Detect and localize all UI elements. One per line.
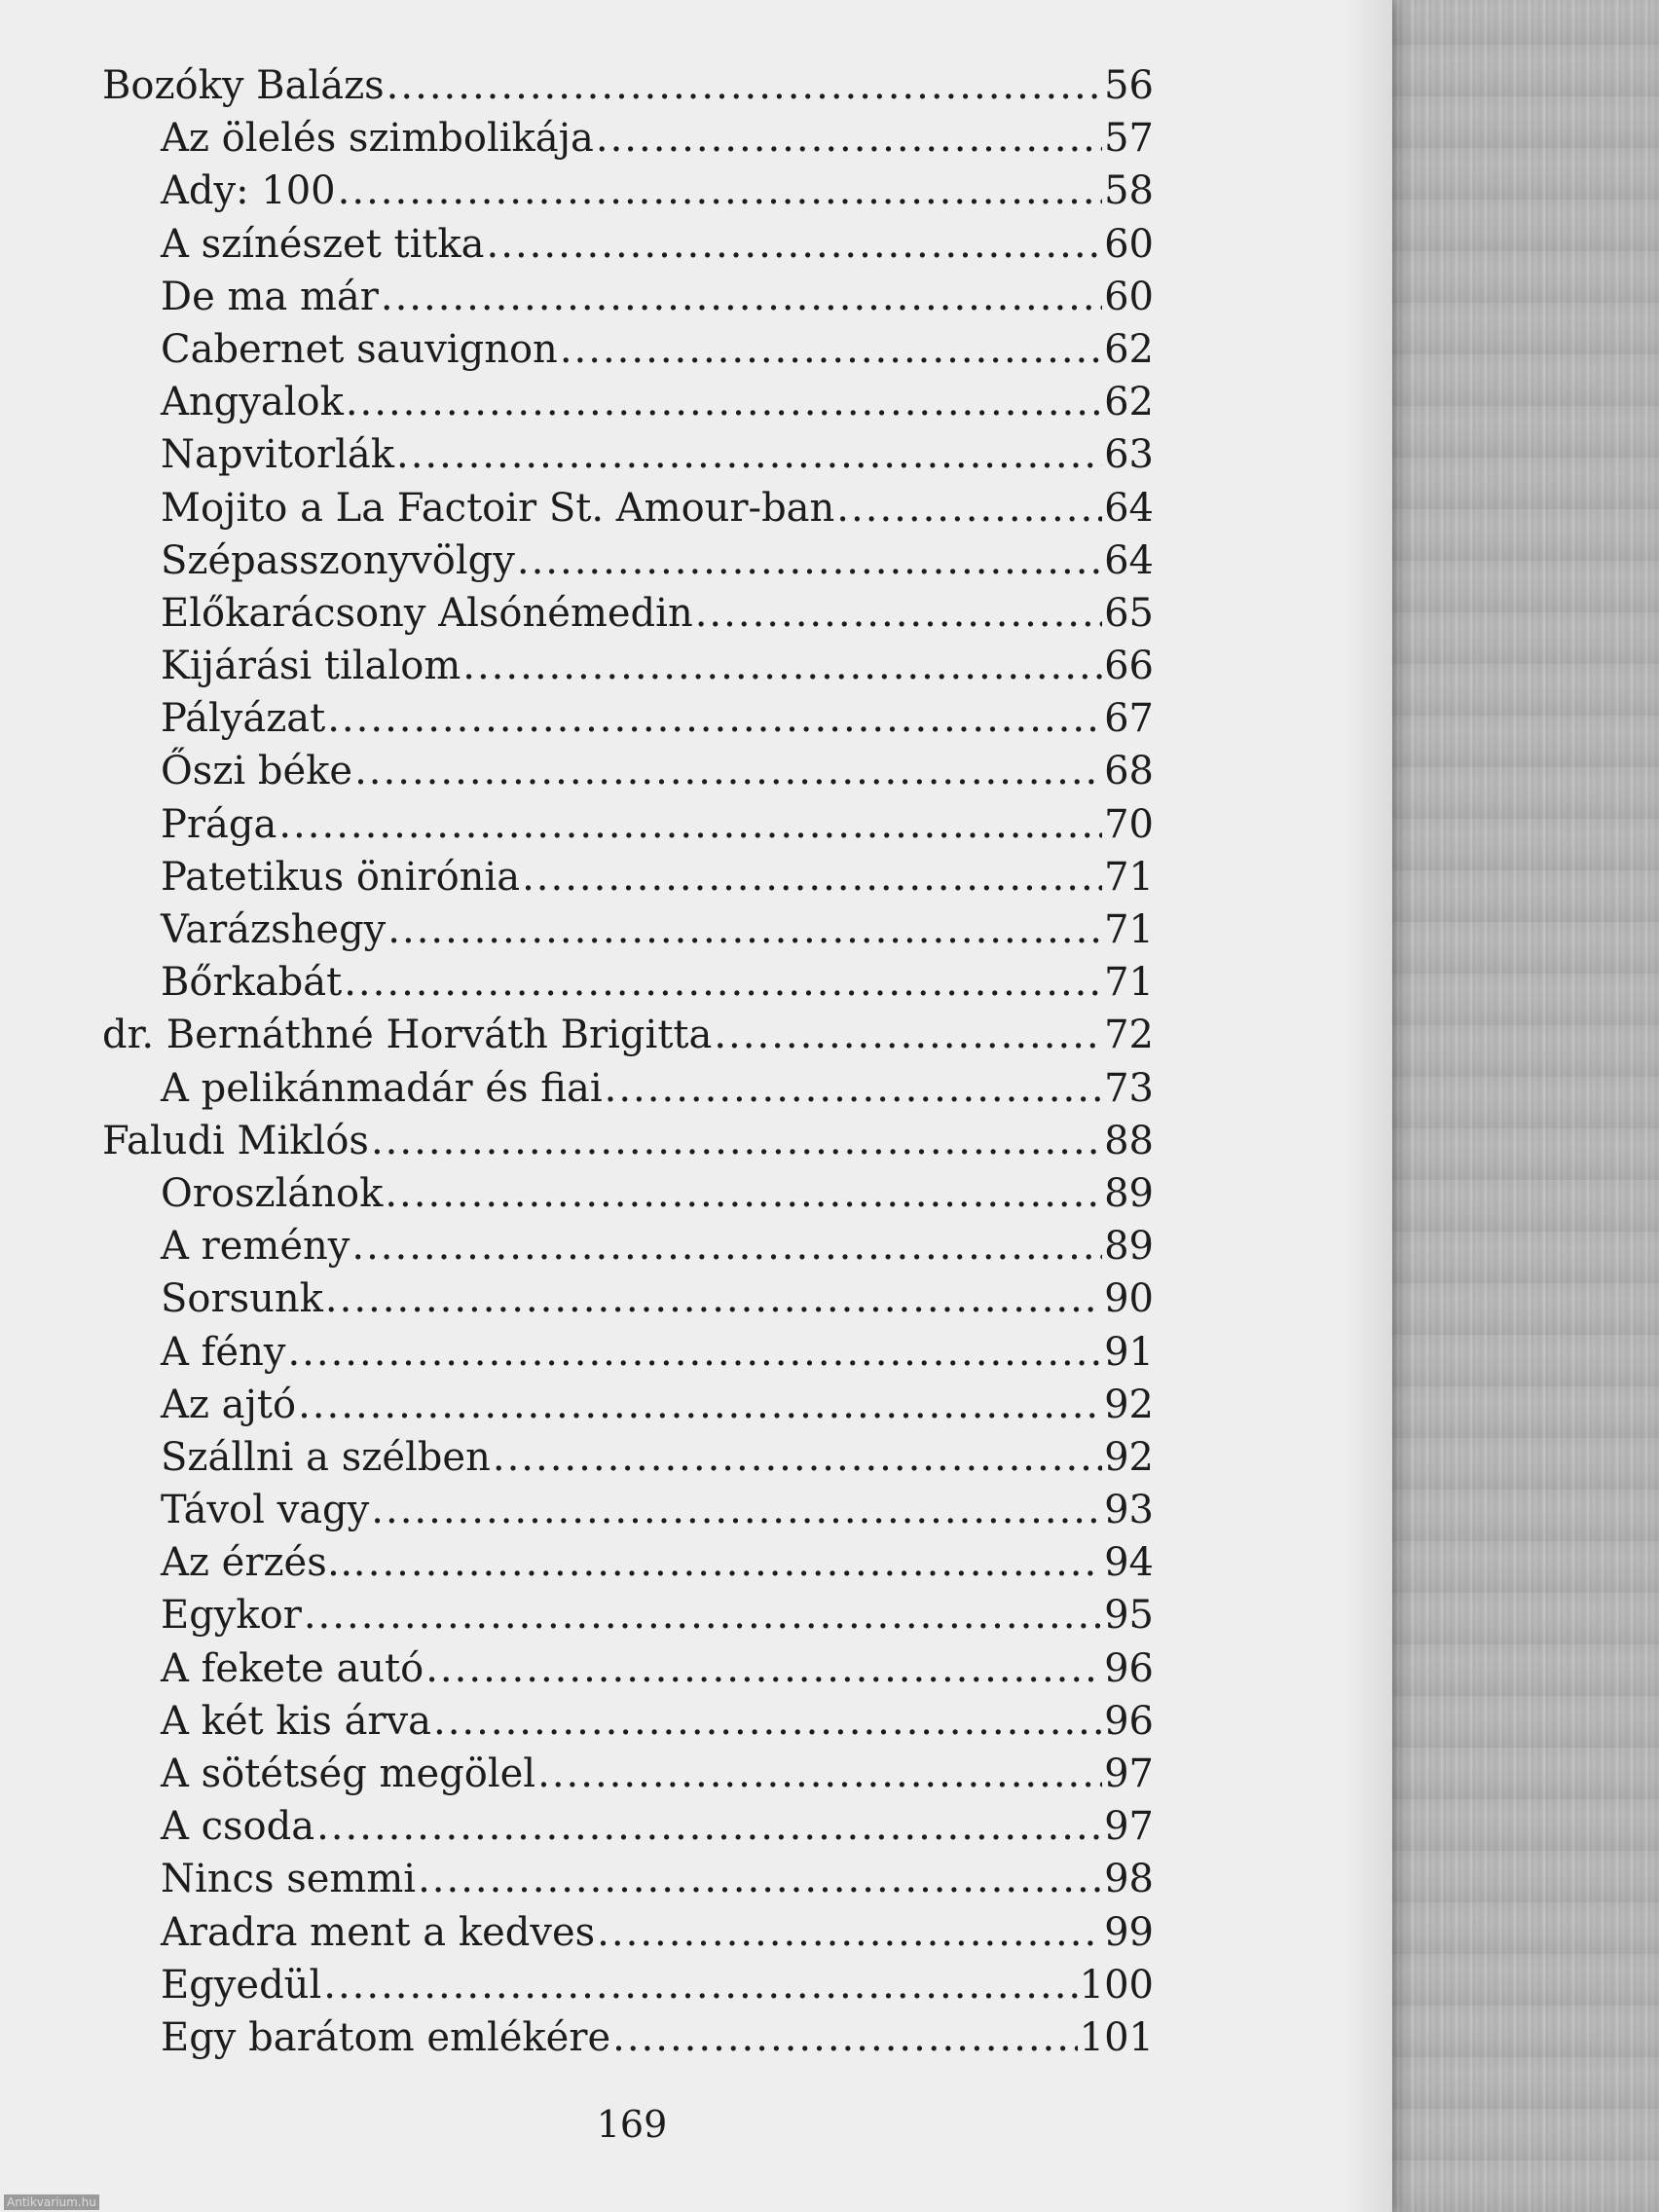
toc-entry-title: A fekete autó	[161, 1645, 424, 1691]
toc-entry-title: dr. Bernáthné Horváth Brigitta	[102, 1013, 713, 1058]
toc-dot-leader	[425, 1642, 1102, 1695]
toc-entry-title: Egykor	[161, 1593, 302, 1639]
toc-dot-leader	[387, 903, 1102, 956]
toc-dot-leader	[836, 482, 1102, 535]
toc-entry-title: Mojito a La Factoir St. Amour-ban	[161, 485, 835, 531]
toc-entry-page: 67	[1104, 696, 1154, 742]
toc-dot-leader	[323, 1959, 1077, 2011]
toc-dot-leader	[278, 798, 1102, 851]
toc-title-entry	[102, 1642, 1154, 1695]
toc-entry-title: Nincs semmi	[161, 1857, 417, 1902]
toc-title-entry	[102, 956, 1154, 1009]
toc-entry-page: 60	[1104, 274, 1154, 319]
toc-entry-title: Az ajtó	[161, 1382, 297, 1427]
toc-entry-title: Varázshegy	[161, 907, 387, 952]
toc-entry-title: Angyalok	[161, 380, 344, 425]
toc-entry-title: Faludi Miklós	[102, 1118, 369, 1163]
toc-entry-page: 58	[1104, 168, 1154, 214]
toc-entry-page: 66	[1104, 644, 1154, 689]
toc-entry-title: A remény	[161, 1224, 350, 1270]
toc-title-entry	[102, 587, 1154, 640]
toc-dot-leader	[287, 1326, 1102, 1379]
toc-entry-page: 71	[1104, 854, 1154, 900]
toc-entry-title: Távol vagy	[161, 1488, 370, 1533]
toc-title-entry	[102, 2011, 1154, 2064]
toc-entry-page: 97	[1104, 1751, 1154, 1796]
toc-dot-leader	[560, 323, 1102, 376]
toc-title-entry	[102, 1326, 1154, 1379]
toc-title-entry	[102, 1853, 1154, 1905]
toc-dot-leader	[597, 1906, 1102, 1959]
toc-dot-leader	[605, 1062, 1102, 1115]
toc-entry-title: Egyedül	[161, 1962, 322, 2008]
page-number: 169	[596, 2103, 668, 2146]
toc-title-entry	[102, 1906, 1154, 1959]
toc-title-entry	[102, 218, 1154, 271]
toc-entry-page: 88	[1104, 1118, 1154, 1163]
toc-entry-page: 92	[1104, 1434, 1154, 1480]
toc-entry-page: 90	[1104, 1276, 1154, 1322]
toc-author-entry	[102, 59, 1154, 112]
toc-dot-leader	[325, 1272, 1102, 1325]
toc-entry-title: Prága	[161, 801, 277, 847]
toc-entry-page: 95	[1104, 1593, 1154, 1639]
toc-entry-title: A színészet titka	[161, 221, 485, 267]
toc-entry-title: A fény	[161, 1329, 286, 1375]
toc-dot-leader	[381, 271, 1102, 323]
toc-entry-page: 72	[1104, 1013, 1154, 1058]
toc-title-entry	[102, 1589, 1154, 1641]
toc-dot-leader	[522, 851, 1102, 903]
toc-entry-page: 99	[1104, 1909, 1154, 1955]
toc-entry-page: 94	[1104, 1540, 1154, 1586]
toc-entry-title: De ma már	[161, 274, 379, 319]
toc-dot-leader	[487, 218, 1103, 271]
toc-title-entry	[102, 1959, 1154, 2011]
toc-entry-page: 60	[1104, 221, 1154, 267]
toc-entry-page: 70	[1104, 801, 1154, 847]
toc-entry-page: 96	[1104, 1698, 1154, 1744]
toc-entry-title: Ady: 100	[161, 168, 336, 214]
toc-entry-title: Őszi béke	[161, 749, 353, 794]
toc-entry-title: A két kis árva	[161, 1698, 431, 1744]
toc-title-entry	[102, 1379, 1154, 1431]
toc-dot-leader	[354, 745, 1102, 797]
toc-entry-page: 89	[1104, 1170, 1154, 1216]
toc-dot-leader	[462, 640, 1102, 692]
toc-entry-page: 65	[1104, 590, 1154, 636]
toc-entry-page: 89	[1104, 1224, 1154, 1270]
toc-title-entry	[102, 165, 1154, 217]
toc-entry-page: 57	[1104, 116, 1154, 162]
toc-title-entry	[102, 271, 1154, 323]
toc-entry-page: 93	[1104, 1488, 1154, 1533]
toc-entry-title: Az érzés…	[161, 1540, 366, 1586]
toc-dot-leader	[316, 1800, 1102, 1853]
toc-entry-page: 100	[1079, 1962, 1154, 2008]
toc-dot-leader	[351, 1220, 1102, 1272]
toc-dot-leader	[327, 692, 1102, 745]
watermark-text: Antikvarium.hu	[4, 2194, 99, 2210]
toc-dot-leader	[537, 1748, 1102, 1800]
toc-dot-leader	[368, 1536, 1102, 1589]
toc-title-entry	[102, 903, 1154, 956]
toc-entry-page: 96	[1104, 1645, 1154, 1691]
toc-title-entry	[102, 692, 1154, 745]
toc-entry-page: 63	[1104, 432, 1154, 478]
toc-entry-page: 68	[1104, 749, 1154, 794]
toc-entry-title: Előkarácsony Alsónémedin	[161, 590, 693, 636]
toc-dot-leader	[385, 1167, 1102, 1220]
toc-title-entry	[102, 1695, 1154, 1748]
toc-entry-title: Oroszlánok	[161, 1170, 384, 1216]
toc-entry-title: Bozóky Balázs	[102, 63, 385, 108]
toc-title-entry	[102, 482, 1154, 535]
toc-title-entry	[102, 1220, 1154, 1272]
toc-entry-page: 91	[1104, 1329, 1154, 1375]
toc-entry-title: Szépasszonyvölgy	[161, 537, 515, 583]
toc-dot-leader	[612, 2011, 1078, 2064]
toc-title-entry	[102, 798, 1154, 851]
toc-entry-title: Pályázat	[161, 696, 326, 742]
toc-dot-leader	[344, 956, 1102, 1009]
toc-title-entry	[102, 1272, 1154, 1325]
toc-entry-page: 98	[1104, 1857, 1154, 1902]
toc-dot-leader	[433, 1695, 1102, 1748]
toc-title-entry	[102, 851, 1154, 903]
toc-entry-title: A sötétség megölel	[161, 1751, 536, 1796]
toc-dot-leader	[298, 1379, 1102, 1431]
toc-dot-leader	[418, 1853, 1102, 1905]
toc-entry-title: Aradra ment a kedves	[161, 1909, 596, 1955]
toc-title-entry	[102, 1748, 1154, 1800]
toc-title-entry	[102, 640, 1154, 692]
table-of-contents	[102, 59, 1154, 2064]
toc-entry-page: 101	[1079, 2014, 1154, 2060]
toc-entry-title: Az ölelés szimbolikája	[161, 116, 594, 162]
toc-dot-leader	[517, 535, 1102, 587]
toc-entry-page: 62	[1104, 380, 1154, 425]
toc-title-entry	[102, 1062, 1154, 1115]
toc-dot-leader	[346, 376, 1102, 428]
toc-dot-leader	[387, 59, 1102, 112]
toc-title-entry	[102, 1800, 1154, 1853]
toc-entry-title: Szállni a szélben	[161, 1434, 491, 1480]
toc-entry-page: 92	[1104, 1382, 1154, 1427]
toc-title-entry	[102, 1431, 1154, 1484]
page-edge-shadow	[1344, 0, 1392, 2212]
toc-entry-page: 97	[1104, 1804, 1154, 1850]
toc-entry-page: 56	[1104, 63, 1154, 108]
toc-entry-page: 64	[1104, 537, 1154, 583]
toc-entry-page: 71	[1104, 960, 1154, 1006]
toc-dot-leader	[695, 587, 1102, 640]
toc-title-entry	[102, 1536, 1154, 1589]
toc-title-entry	[102, 1484, 1154, 1536]
toc-entry-title: Bőrkabát	[161, 960, 343, 1006]
toc-title-entry	[102, 323, 1154, 376]
toc-dot-leader	[596, 112, 1102, 165]
toc-entry-title: A pelikánmadár és fiai	[161, 1065, 603, 1111]
toc-entry-title: Egy barátom emlékére	[161, 2014, 611, 2060]
toc-author-entry	[102, 1115, 1154, 1167]
toc-entry-page: 71	[1104, 907, 1154, 952]
toc-entry-title: Kijárási tilalom	[161, 644, 461, 689]
toc-entry-page: 64	[1104, 485, 1154, 531]
toc-entry-title: Napvitorlák	[161, 432, 394, 478]
toc-dot-leader	[371, 1115, 1102, 1167]
toc-entry-page: 62	[1104, 326, 1154, 372]
toc-entry-page: 73	[1104, 1065, 1154, 1111]
toc-entry-title: Patetikus önirónia	[161, 854, 521, 900]
toc-dot-leader	[396, 428, 1102, 481]
toc-title-entry	[102, 745, 1154, 797]
toc-author-entry	[102, 1009, 1154, 1061]
toc-dot-leader	[304, 1589, 1102, 1641]
toc-dot-leader	[493, 1431, 1102, 1484]
toc-dot-leader	[338, 165, 1102, 217]
toc-title-entry	[102, 376, 1154, 428]
toc-dot-leader	[371, 1484, 1102, 1536]
toc-title-entry	[102, 428, 1154, 481]
background-surface	[1382, 0, 1659, 2212]
toc-entry-title: A csoda	[161, 1804, 315, 1850]
toc-dot-leader	[714, 1009, 1102, 1061]
toc-title-entry	[102, 535, 1154, 587]
toc-title-entry	[102, 1167, 1154, 1220]
toc-entry-title: Sorsunk	[161, 1276, 323, 1322]
toc-entry-title: Cabernet sauvignon	[161, 326, 558, 372]
toc-title-entry	[102, 112, 1154, 165]
